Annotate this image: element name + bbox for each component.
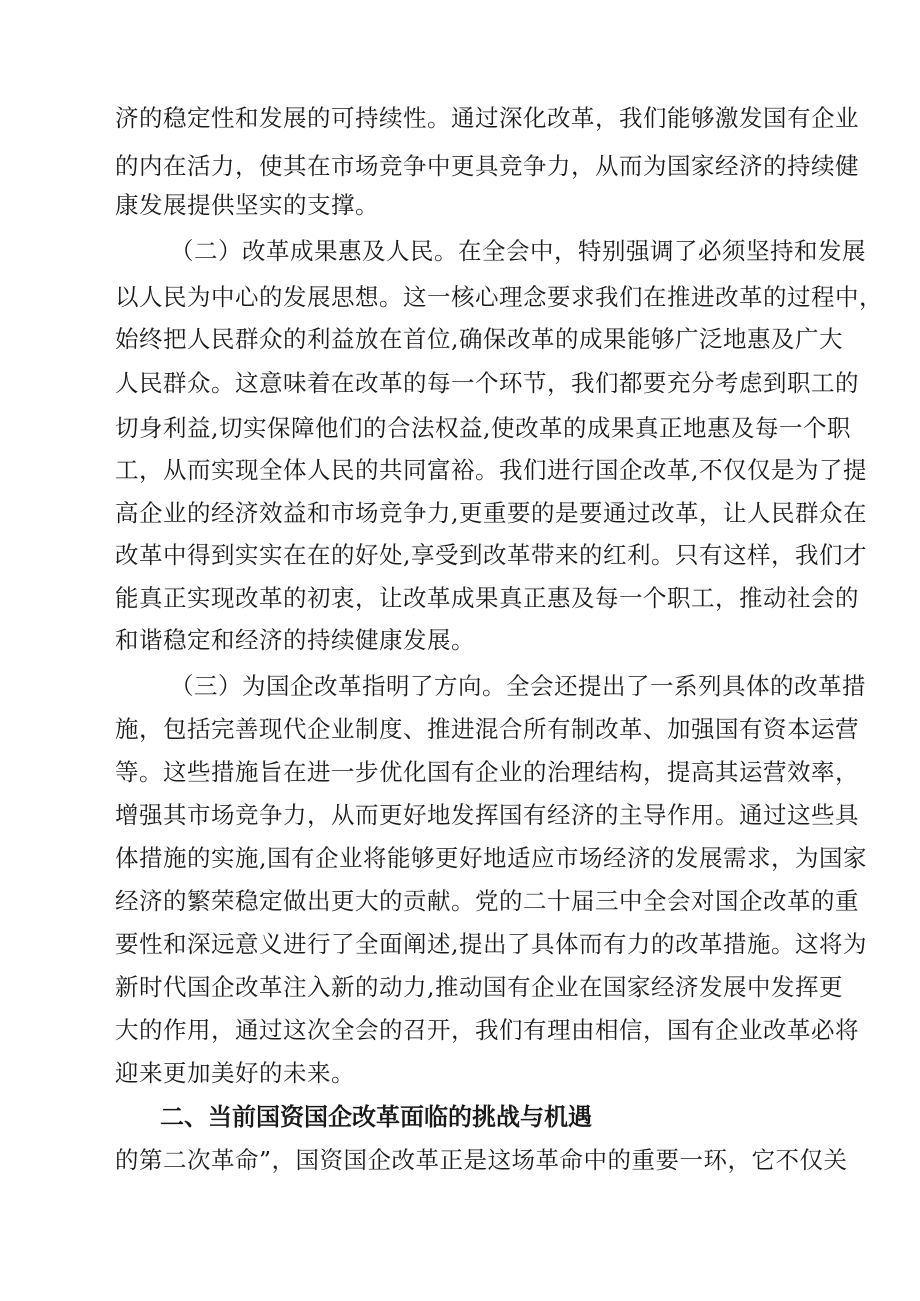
text-line: 体措施的实施,国有企业将能够更好地适应市场经济的发展需求，为国家: [115, 844, 867, 872]
text-line: 始终把人民群众的利益放在首位,确保改革的成果能够广泛地惠及广大: [115, 325, 843, 353]
text-line: 以人民为中心的发展思想。这一核心理念要求我们在推进改革的过程中，: [115, 283, 883, 311]
text-line: 经济的繁荣稳定做出更大的贡献。党的二十届三中全会对国企改革的重: [115, 887, 859, 915]
text-line: 等。这些措施旨在进一步优化国有企业的治理结构，提高其运营效率，: [115, 758, 859, 786]
text-line: 新时代国企改革注入新的动力,推动国有企业在国家经济发展中发挥更: [115, 973, 843, 1001]
text-line: 切身利益,切实保障他们的合法权益,使改革的成果真正地惠及每一个职: [115, 414, 851, 442]
text-line: 的第二次革命”，国资国企改革正是这场革命中的重要一环，它不仅关: [115, 1146, 848, 1174]
text-line: 改革中得到实实在在的好处,享受到改革带来的红利。只有这样，我们才: [115, 541, 867, 569]
text-line: 和谐稳定和经济的持续健康发展。: [115, 626, 475, 654]
text-line: 的内在活力，使其在市场竞争中更具竞争力，从而为国家经济的持续健: [115, 152, 859, 180]
text-line: 迎来更加美好的未来。: [115, 1059, 355, 1087]
text-line: 高企业的经济效益和市场竞争力,更重要的是要通过改革，让人民群众在: [115, 499, 867, 527]
text-line: 人民群众。这意味着在改革的每一个环节，我们都要充分考虑到职工的: [115, 369, 859, 397]
text-line: 康发展提供坚实的支撑。: [115, 191, 379, 219]
text-line: 要性和深远意义进行了全面阐述,提出了具体而有力的改革措施。这将为: [115, 930, 867, 958]
text-line: 施，包括完善现代企业制度、推进混合所有制改革、加强国有资本运营: [115, 715, 859, 743]
text-line: （二）改革成果惠及人民。在全会中，特别强调了必须坚持和发展: [170, 237, 866, 265]
text-line: 大的作用，通过这次全会的召开，我们有理由相信，国有企业改革必将: [115, 1016, 859, 1044]
section-heading: 二、当前国资国企改革面临的挑战与机遇: [160, 1103, 592, 1131]
text-line: 工，从而实现全体人民的共同富裕。我们进行国企改革,不仅仅是为了提: [115, 456, 867, 484]
text-line: （三）为国企改革指明了方向。全会还提出了一系列具体的改革措: [170, 672, 866, 700]
text-line: 增强其市场竞争力，从而更好地发挥国有经济的主导作用。通过这些具: [115, 801, 859, 829]
text-line: 能真正实现改革的初衷，让改革成果真正惠及每一个职工，推动社会的: [115, 584, 859, 612]
text-line: 济的稳定性和发展的可持续性。通过深化改革，我们能够激发国有企业: [115, 104, 859, 132]
